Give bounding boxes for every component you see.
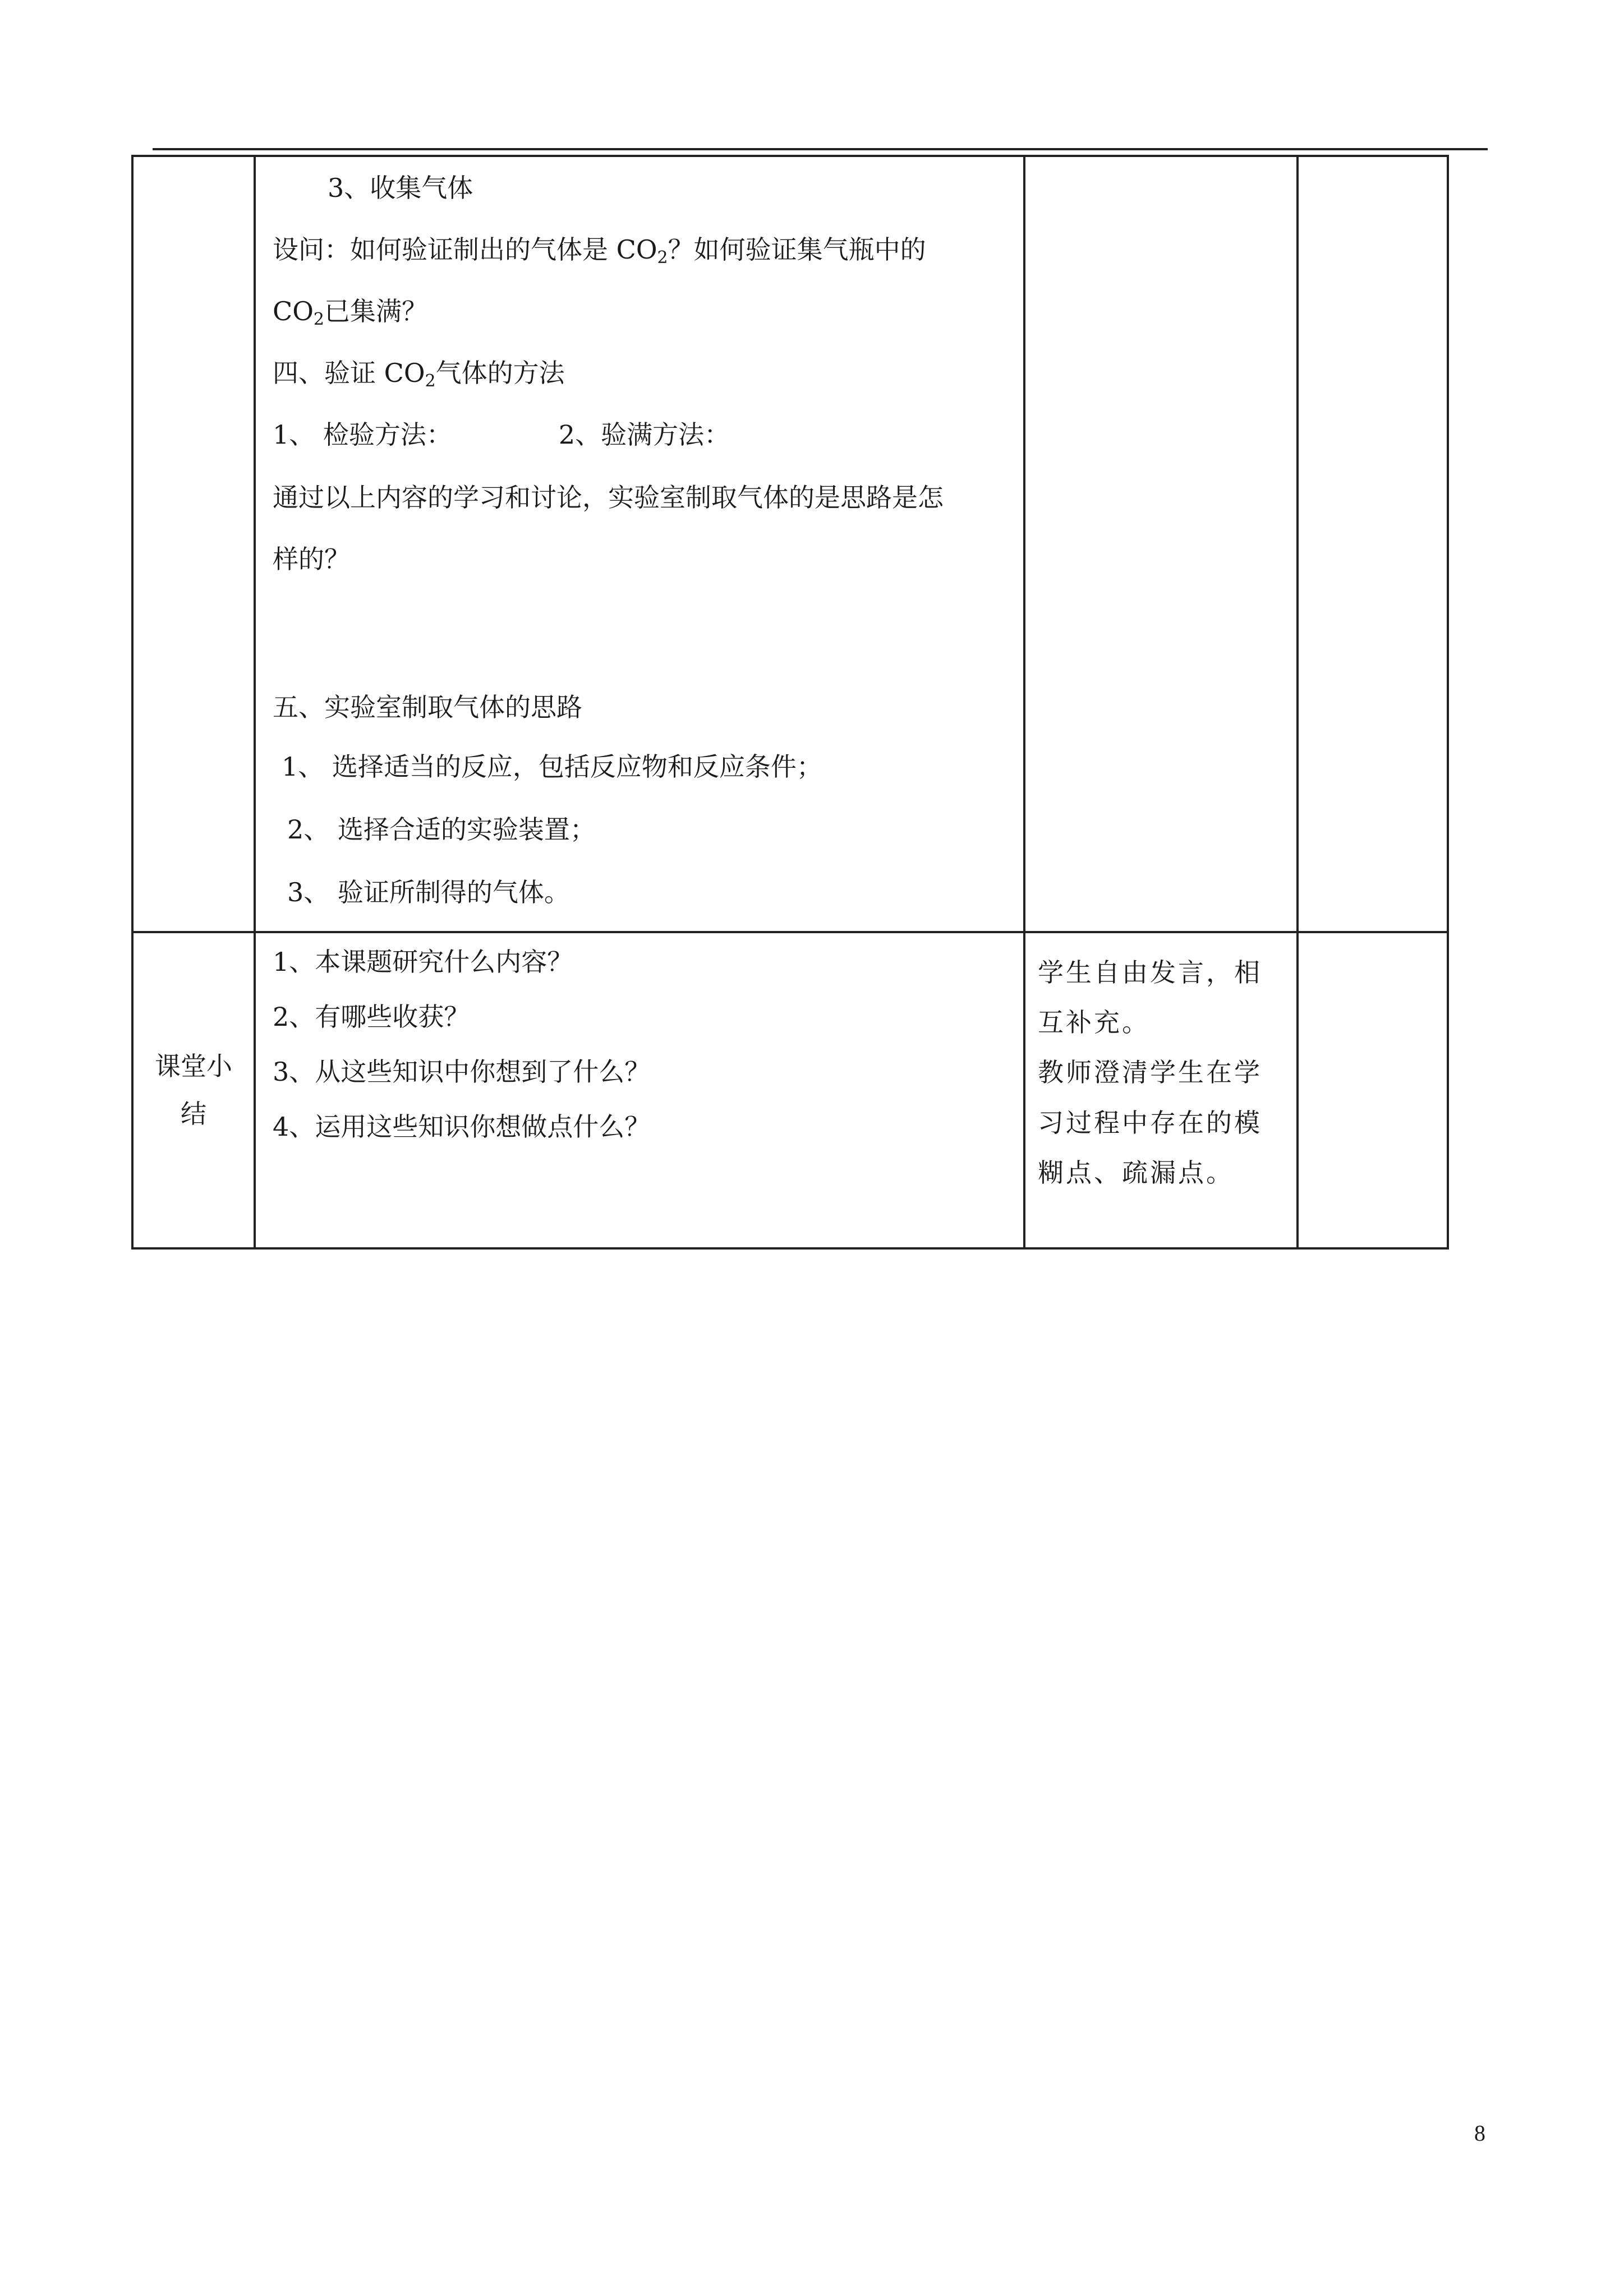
- content-line: 设问：如何验证制出的气体是 $CO_2$？如何验证集气瓶中的: [273, 234, 926, 268]
- stage-label: [154, 1043, 233, 1138]
- content-line: 1、 检验方法： 2、验满方法：: [273, 419, 730, 450]
- stage-cell-empty: [132, 156, 255, 932]
- stage-label-line: 课堂小: [155, 1050, 232, 1081]
- stage-cell: [132, 932, 255, 1248]
- content-line: 1、 选择适当的反应，包括反应物和反应条件；: [282, 751, 822, 782]
- activity-line: 教师澄清学生在学: [1038, 1057, 1262, 1088]
- header-rule: [153, 148, 1488, 150]
- content-line: 通过以上内容的学习和讨论，实验室制取气体的是思路是怎: [273, 482, 944, 513]
- section-heading: 四、验证 $CO_2$气体的方法: [273, 358, 565, 391]
- content-cell: [255, 156, 1024, 932]
- stage-label-line: 结: [181, 1099, 206, 1129]
- lesson-plan-table: [131, 155, 1449, 1250]
- content-line: 样的？: [273, 544, 350, 574]
- activity-cell: [1024, 932, 1298, 1248]
- content-line: 2、 选择合适的实验装置；: [287, 814, 596, 845]
- notes-cell-empty: [1298, 932, 1448, 1248]
- activity-cell-empty: [1024, 156, 1298, 932]
- question-line: 4、运用这些知识你想做点什么？: [273, 1112, 651, 1142]
- notes-cell-empty: [1298, 156, 1448, 932]
- content-cell: [255, 932, 1024, 1248]
- activity-line: 学生自由发言，相: [1038, 957, 1262, 988]
- activity-line: 糊点、疏漏点。: [1038, 1157, 1234, 1188]
- table-row: [132, 156, 1448, 932]
- content-line: 3、收集气体: [328, 173, 473, 203]
- page-number: 8: [1474, 2120, 1485, 2146]
- content-line: 3、 验证所制得的气体。: [287, 877, 570, 907]
- activity-line: 互补充。: [1038, 1007, 1150, 1038]
- question-line: 2、有哪些收获？: [273, 1002, 470, 1032]
- question-line: 1、本课题研究什么内容？: [273, 947, 573, 977]
- content-line: $CO_2$已集满？: [273, 296, 428, 329]
- table-row: [132, 932, 1448, 1248]
- section-heading: 五、实验室制取气体的思路: [273, 692, 582, 722]
- activity-line: 习过程中存在的模: [1038, 1107, 1262, 1138]
- question-line: 3、从这些知识中你想到了什么？: [273, 1057, 651, 1087]
